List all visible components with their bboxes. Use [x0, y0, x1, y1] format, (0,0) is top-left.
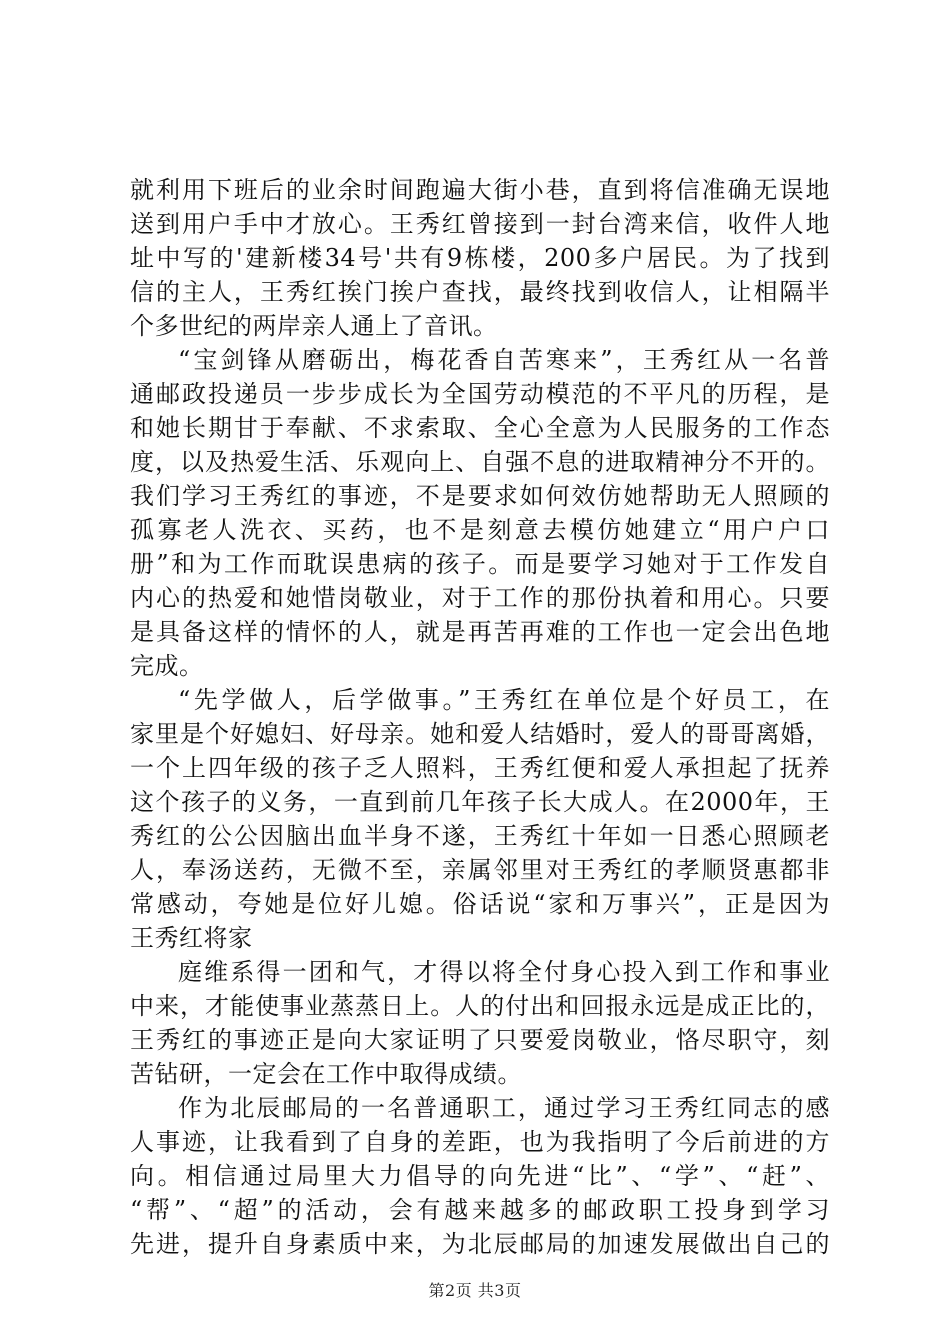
text-line: 王秀红将家 [130, 924, 253, 952]
text-line: 家里是个好媳妇、好母亲。她和爱人结婚时，爱人的哥哥离婚， [130, 720, 830, 748]
text-line: 个多世纪的两岸亲人通上了音讯。 [130, 312, 498, 340]
text-line: 是具备这样的情怀的人，就是再苦再难的工作也一定会出色地 [130, 618, 830, 646]
text-line: 我们学习王秀红的事迹，不是要求如何效仿她帮助无人照顾的 [130, 482, 830, 510]
text-line: 址中写的'建新楼34号'共有9栋楼，200多户居民。为了找到 [130, 244, 830, 272]
text-line: “先学做人，后学做事。”王秀红在单位是个好员工，在 [178, 686, 830, 714]
text-line: 一个上四年级的孩子乏人照料，王秀红便和爱人承担起了抚养 [130, 754, 830, 782]
text-line: 人，奉汤送药，无微不至，亲属邻里对王秀红的孝顺贤惠都非 [130, 856, 830, 884]
text-line: 孤寡老人洗衣、买药，也不是刻意去模仿她建立“用户户口 [130, 516, 830, 544]
text-line: 就利用下班后的业余时间跑遍大街小巷，直到将信准确无误地 [130, 176, 830, 204]
text-line: 中来，才能使事业蒸蒸日上。人的付出和回报永远是成正比的， [130, 992, 830, 1020]
text-line: 常感动，夸她是位好儿媳。俗话说“家和万事兴”，正是因为 [130, 890, 830, 918]
text-line: 庭维系得一团和气，才得以将全付身心投入到工作和事业 [178, 958, 830, 986]
text-line: 这个孩子的义务，一直到前几年孩子长大成人。在2000年，王 [130, 788, 830, 816]
text-line: 度，以及热爱生活、乐观向上、自强不息的进取精神分不开的。 [130, 448, 830, 476]
text-line: 苦钻研，一定会在工作中取得成绩。 [130, 1060, 522, 1088]
text-line: 先进，提升自身素质中来，为北辰邮局的加速发展做出自己的 [130, 1230, 830, 1258]
text-line: “宝剑锋从磨砺出，梅花香自苦寒来”，王秀红从一名普 [178, 346, 830, 374]
text-line: 完成。 [130, 652, 204, 680]
text-line: 王秀红的事迹正是向大家证明了只要爱岗敬业，恪尽职守，刻 [130, 1026, 830, 1054]
text-line: 通邮政投递员一步步成长为全国劳动模范的不平凡的历程，是 [130, 380, 830, 408]
text-line: 信的主人，王秀红挨门挨户查找，最终找到收信人，让相隔半 [130, 278, 830, 306]
text-line: 人事迹，让我看到了自身的差距，也为我指明了今后前进的方 [130, 1128, 830, 1156]
text-line: 作为北辰邮局的一名普通职工，通过学习王秀红同志的感 [178, 1094, 830, 1122]
text-line: 送到用户手中才放心。王秀红曾接到一封台湾来信，收件人地 [130, 210, 830, 238]
text-line: 和她长期甘于奉献、不求索取、全心全意为人民服务的工作态 [130, 414, 830, 442]
text-line: 向。相信通过局里大力倡导的向先进“比”、“学”、“赶”、 [130, 1162, 830, 1190]
page-footer: 第2页 共3页 [428, 1281, 522, 1300]
text-line: 内心的热爱和她惜岗敬业，对于工作的那份执着和用心。只要 [130, 584, 830, 612]
text-line: 秀红的公公因脑出血半身不遂，王秀红十年如一日悉心照顾老 [130, 822, 830, 850]
text-line: 册”和为工作而耽误患病的孩子。而是要学习她对于工作发自 [130, 550, 830, 578]
text-line: “帮”、“超”的活动，会有越来越多的邮政职工投身到学习 [130, 1196, 830, 1224]
body-text [130, 173, 830, 1261]
